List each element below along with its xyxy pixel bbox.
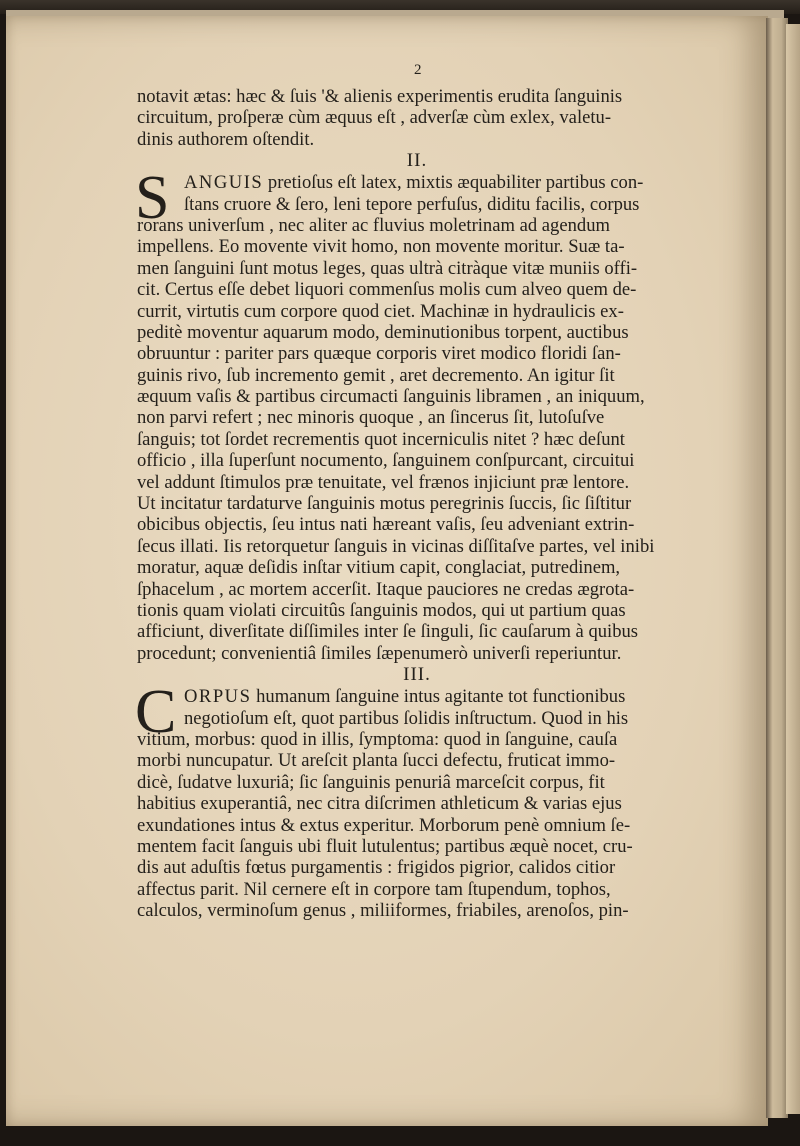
text-line: currit, virtutis cum corpore quod ciet. Machinæ in hydraulicis ex- <box>137 300 624 322</box>
drop-cap-c: C <box>135 678 177 747</box>
text-line <box>137 686 697 707</box>
text-line: ſphacelum , ac mortem accerſit. Itaque pauciores ne credas ægrota- <box>137 578 635 600</box>
text-line: negotioſum eſt, quot partibus ſolidis inſtructum. Quod in his <box>184 707 629 729</box>
text-line: rorans univerſum , nec aliter ac fluvius moletrinam ad agendum <box>137 214 610 236</box>
text-line: ſtans cruore & ſero, leni tepore perfuſus, diditu facilis, corpus <box>184 193 640 215</box>
text-line: dicè, ſudatve luxuriâ; ſic ſanguinis penuriâ marceſcit corpus, fit <box>137 771 605 793</box>
text-line: notavit ætas: hæc & ſuis '& alienis experimentis erudita ſanguinis <box>137 86 623 107</box>
text-line: Ut incitatur tardaturve ſanguinis motus peregrinis ſuccis, ſic ſiſtitur <box>137 493 632 515</box>
section-heading-2: II. <box>406 150 428 172</box>
opening-word: ORPUS <box>184 686 252 708</box>
text-fragment: pretioſus eſt latex, mixtis æquabiliter partibus con- <box>263 172 644 194</box>
text-line: æquum vaſis & partibus circumacti ſanguinis libramen , an iniquum, <box>137 386 645 408</box>
page-fore-edge-outer <box>786 24 800 1114</box>
text-line: non parvi refert ; nec minoris quoque , an ſincerus ſit, lutoſuſve <box>137 407 605 429</box>
text-line: vitium, morbus: quod in illis, ſymptoma: quod in ſanguine, cauſa <box>137 728 618 750</box>
page-fore-edge <box>766 18 788 1118</box>
section-3-paragraph <box>135 678 697 922</box>
text-line: dis aut aduſtis fœtus purgamentis : frigidos pigrior, calidos citior <box>137 857 616 879</box>
text-line: men ſanguini ſunt motus leges, quas ultrà citràque vitæ muniis offi- <box>137 257 638 279</box>
drop-cap-s: S <box>135 164 170 233</box>
text-line <box>137 172 697 193</box>
text-line: obicibus objectis, ſeu intus nati hæreant vaſis, ſeu adveniant extrin- <box>137 514 635 536</box>
text-line: habitius exuperantiâ, nec citra diſcrimen athleticum & varias ejus <box>137 793 622 815</box>
opening-word: ANGUIS <box>184 172 264 194</box>
text-line: affectus parit. Nil cernere eſt in corpore tam ſtupendum, tophos, <box>137 878 611 900</box>
text-line: cit. Certus eſſe debet liquori commenſus molis cum alveo quem de- <box>137 279 637 301</box>
text-line: exundationes intus & extus experitur. Morborum penè omnium ſe- <box>137 814 631 836</box>
body-text <box>137 64 697 921</box>
text-line: mentem facit ſanguis ubi fluit lutulentus; partibus æquè nocet, cru- <box>137 835 633 857</box>
text-line: ſecus illati. Iis retorquetur ſanguis in vicinas diſſitaſve partes, vel inibi <box>137 535 655 557</box>
text-line: tionis quam violati circuitûs ſanguinis modos, qui ut partium quas <box>137 599 626 621</box>
section-heading-3: III. <box>403 664 431 686</box>
text-line: guinis rivo, ſub incremento gemit , aret decremento. An igitur ſit <box>137 364 615 386</box>
text-line: vel addunt ſtimulos præ tenuitate, vel frænos injiciunt præ lentore. <box>137 471 630 493</box>
page-number: 2 <box>414 62 422 78</box>
text-line: procedunt; convenientiâ ſimiles ſæpenumerò univerſi reperiuntur. <box>137 642 622 664</box>
text-line: officio , illa ſuperſunt nocumento, ſanguinem conſpurcant, circuitui <box>137 450 635 472</box>
text-line: obruuntur : pariter pars quæque corporis viret modico floridi ſan- <box>137 343 621 365</box>
text-fragment: humanum ſanguine intus agitante tot functionibus <box>251 686 626 708</box>
section-2-paragraph <box>135 164 697 664</box>
text-line: dinis authorem oſtendit. <box>137 128 315 150</box>
text-line: peditè moventur aquarum modo, deminutionibus torpent, auctibus <box>137 321 629 343</box>
text-line: impellens. Eo movente vivit homo, non movente moritur. Suæ ta- <box>137 236 625 258</box>
text-line: calculos, verminoſum genus , miliiformes, friabiles, arenoſos, pin- <box>137 900 629 922</box>
text-line: circuitum, proſperæ cùm æquus eſt , adverſæ cùm exlex, valetu- <box>137 107 612 129</box>
text-line: afficiunt, diverſitate diſſimiles inter ſe ſinguli, ſic cauſarum à quibus <box>137 621 639 643</box>
text-line: morbi nuncupatur. Ut areſcit planta ſucci defectu, fruticat immo- <box>137 750 616 772</box>
text-line: ſanguis; tot ſordet recrementis quot incerniculis nitet ? hæc deſunt <box>137 428 625 450</box>
text-line: moratur, aquæ deſidis inſtar vitium capit, conglaciat, putredinem, <box>137 557 621 579</box>
